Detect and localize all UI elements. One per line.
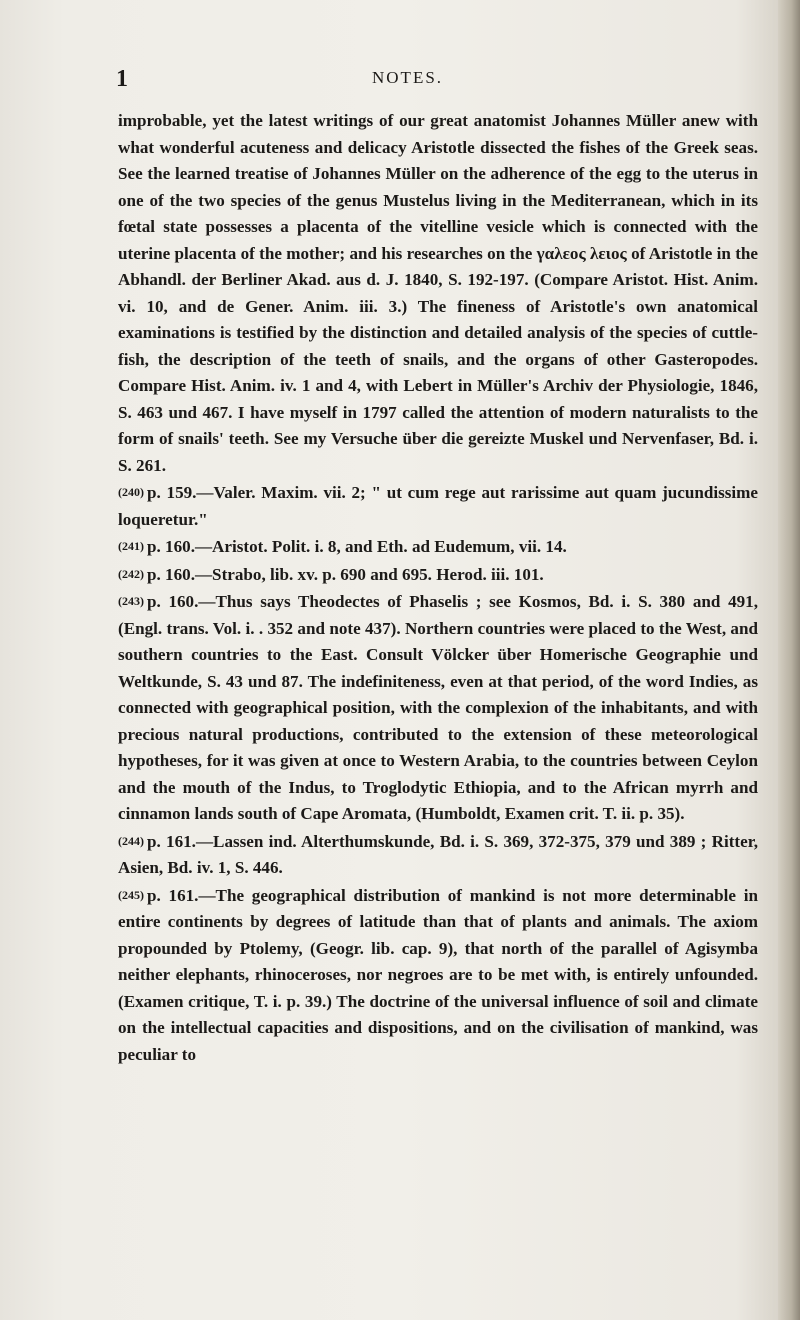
page-number: 1 bbox=[116, 66, 128, 92]
note-paragraph bbox=[118, 561, 758, 589]
note-text: p. 160.—Strabo, lib. xv. p. 690 and 695. Herod. iii. 101. bbox=[147, 564, 544, 584]
note-paragraph bbox=[118, 533, 758, 561]
note-paragraph bbox=[118, 479, 758, 533]
note-number: (242) bbox=[118, 566, 144, 581]
note-paragraph bbox=[118, 108, 758, 479]
running-head: NOTES. bbox=[372, 68, 444, 87]
note-text: improbable, yet the latest writings of our great anatomist Johannes Müller anew with what wonderful acuteness and delicacy Aristotle dissected the fishes of the Greek seas. See the learned treatise of Johannes Müller on the adherence of the egg to the uterus in one of the two species of the genus Mustelus living in the Mediterranean, which in its fœtal state possesses a placenta of the vitelline vesicle which is connected with the uterine placenta of the mother; and his researches on the γαλεος λειος of Aristotle in the Abhandl. der Berliner Akad. aus d. J. 1840, S. 192-197. (Compare Aristot. Hist. Anim. vi. 10, and de Gener. Anim. iii. 3.) The fineness of Aristotle's own anatomical examinations is testified by the distinction and detailed analysis of the species of cuttle-fish, the description of the teeth of snails, and the organs of other Gasteropodes. Compare Hist. Anim. iv. 1 and 4, with Lebert in Müller's Archiv der Physiologie, 1846, S. 463 und 467. I have myself in 1797 called the attention of modern naturalists to the form of snails' teeth. See my Versuche über die gereizte Muskel und Nervenfaser, Bd. i. S. 261. bbox=[118, 111, 758, 475]
notes-body bbox=[118, 108, 758, 1068]
note-number: (241) bbox=[118, 539, 144, 553]
note-paragraph bbox=[118, 828, 758, 882]
note-text: p. 161.—The geographical distribution of mankind is not more determinable in entire continents by degrees of latitude than that of plants and animals. The axiom propounded by Ptolemy, (Geogr. lib. cap. 9), that north of the parallel of Agisymba neither elephants, rhinoceroses, nor negroes are to be met with, is entirely unfounded. (Examen critique, T. i. p. 39.) The doctrine of the universal influence of soil and climate on the intellectual capacities and dispositions, and on the civilisation of mankind, was peculiar to bbox=[118, 885, 758, 1064]
note-text: p. 161.—Lassen ind. Alterthumskunde, Bd. i. S. 369, 372-375, 379 und 389 ; Ritter, Asien, Bd. iv. 1, S. 446. bbox=[118, 831, 758, 877]
note-number: (245) bbox=[118, 887, 144, 902]
note-paragraph bbox=[118, 588, 758, 828]
note-text: p. 160.—Thus says Theodectes of Phaselis ; see Kosmos, Bd. i. S. 380 and 491, (Engl. trans. Vol. i. . 352 and note 437). Northern countries were placed to the West, and southern countries to the East. Consult Völcker über Homerische Geographie und Weltkunde, S. 43 und 87. The indefiniteness, even at that period, of the word Indies, as connected with geographical position, with the complexion of the inhabitants, and with precious natural productions, contributed to the extension of these meteorological hypotheses, for it was given at once to Western Arabia, to the countries between Ceylon and the mouth of the Indus, to Troglodytic Ethiopia, and to the African myrrh and cinnamon lands south of Cape Aromata, (Humboldt, Examen crit. T. ii. p. 35). bbox=[118, 592, 758, 823]
note-number: (240) bbox=[118, 485, 144, 499]
note-text: p. 159.—Valer. Maxim. vii. 2; " ut cum rege aut rarissime aut quam jucundissime loqueretur." bbox=[118, 483, 758, 529]
note-number: (244) bbox=[118, 833, 144, 848]
note-text: p. 160.—Aristot. Polit. i. 8, and Eth. ad Eudemum, vii. 14. bbox=[147, 537, 567, 556]
page-edge bbox=[778, 0, 800, 1320]
note-paragraph bbox=[118, 882, 758, 1069]
page-header bbox=[0, 64, 800, 94]
note-number: (243) bbox=[118, 594, 144, 608]
